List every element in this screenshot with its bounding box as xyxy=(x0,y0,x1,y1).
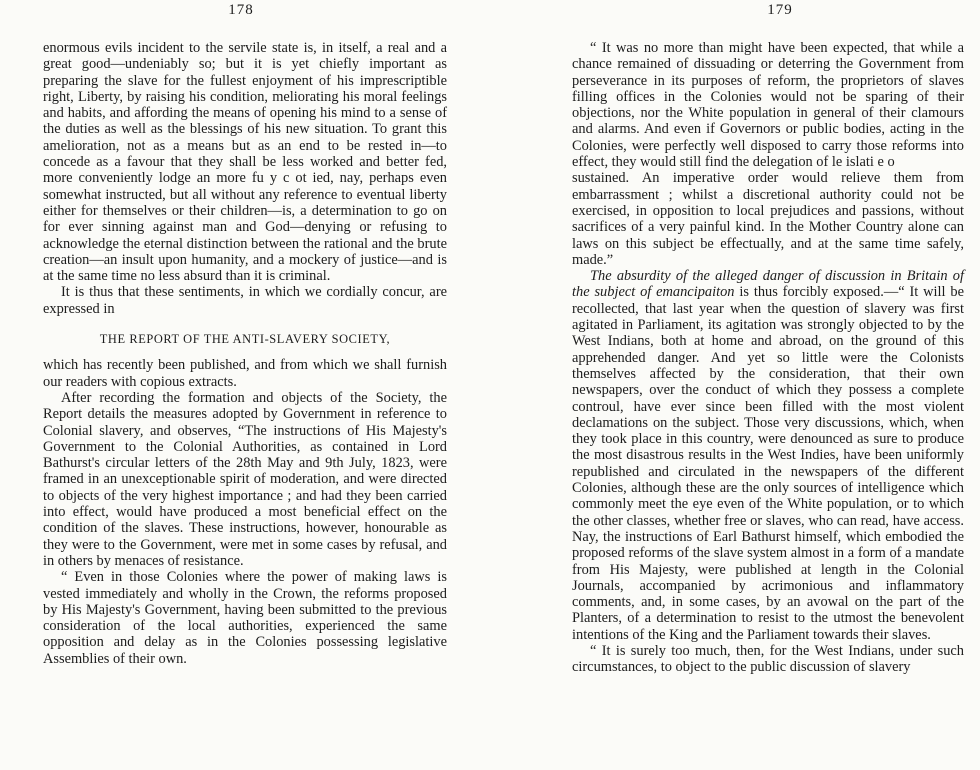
paragraph: sustained. An imperative order would relieve them from embarrassment ; whilst a discretional authority could not be exercised, in opposition to local prejudices and passions, without sacrifices of a very painful kind. In the Mother Country alone can laws on this subject be effectually, and at the same time safely, made.” xyxy=(572,170,964,268)
italic-phrase: The absurdity of the alleged danger of discussion in Britain of the subject of emancipaiton xyxy=(572,268,964,301)
paragraph: “ Even in those Colonies where the power of making laws is vested immediately and wholly in the Crown, the reforms proposed by His Majesty's Government, having been submitted to the previous consideration of the local authorities, experienced the same opposition and delay as in the Colonies possessing legislative Assemblies of their own. xyxy=(43,569,447,667)
paragraph: which has recently been published, and from which we shall furnish our readers with copious extracts. xyxy=(43,357,447,390)
paragraph-rest: is thus forcibly exposed.—“ It will be recollected, that last year when the question of slavery was first agitated in Parliament, its agitation was strongly objected to by the West Indians, both at home and abroad, on the ground of this apprehended danger. And yet so little were the Colonists themselves affected by the consideration, that their own newspapers, over the conduct of which they possess a complete controul, have ever since been filled with the most violent declamations on the subject. Those very discussions, which, when they took place in this country, were denounced as sure to produce the most disastrous results in the West Indies, have been uniformly republished and circulated in the newspapers of the different Colonies, although these are the only sources of intelligence which commonly meet the eye even of the White population, or to which the other classes, whether free or slaves, who can read, have access. Nay, the instructions of Earl Bathurst himself, which embodied the proposed reforms of the slave system almost in a form of a mandate from His Majesty, were published at length in the Colonial Journals, accompanied by acrimonious and inflammatory comments, and, in some cases, by an avowal on the part of the Planters, of a determination to resist to the utmost the benevolent intentions of the King and the Parliament towards their slaves. xyxy=(572,284,964,643)
paragraph: “ It was no more than might have been expected, that while a chance remained of dissuading or deterring the Government from perseverance in its purposes of reform, the proprietors of slaves filling offices in the Colonies would not be sparing of their objections, nor the White population in general of their clamours and alarms. And even if Governors or public bodies, acting in the Colonies, were perfectly well disposed to carry those reforms into effect, they would still find the delegation of le islati e o xyxy=(572,40,964,171)
section-heading: THE REPORT OF THE ANTI-SLAVERY SOCIETY, xyxy=(99,332,391,347)
paragraph: “ It is surely too much, then, for the West Indians, under such circumstances, to object to the public discussion of slavery xyxy=(572,642,964,676)
right-page xyxy=(490,0,980,770)
paragraph: It is thus that these sentiments, in which we cordially concur, are expressed in xyxy=(43,284,447,317)
paragraph: enormous evils incident to the servile state is, in itself, a real and a great good—undeniably so; but it is yet chiefly important as preparing the slave for the fullest enjoyment of his imprescriptible right, Liberty, by raising his condition, meliorating his moral feelings and habits, and affording the means of opening his mind to a sense of the duties as well as the blessings of his new situation. To grant this amelioration, not as a means but as an end to be rested in—to concede as a favour that they shall be less worked and better fed, more conveniently lodge an more fu y c ot ied, nay, perhaps even somewhat instructed, but all without any reference to eventual liberty either for themselves or their children—is, a determination to go on for ever sinning against man and God—denying or refusing to acknowledge the eternal distinction between the rational and the brute creation—an insult upon humanity, and a mockery of justice—and is at the same time no less absurd than it is criminal. xyxy=(43,40,447,285)
right-page-text xyxy=(572,40,964,676)
left-page-text xyxy=(43,40,447,667)
paragraph: After recording the formation and objects of the Society, the Report details the measures adopted by Government in reference to Colonial slavery, and observes, “The instructions of His Majesty's Government to the Colonial Authorities, as contained in Lord Bathurst's circular letters of the 28th May and 9th July, 1823, were framed in an unexceptionable spirit of moderation, and were directed to objects of the very highest importance ; and had they been carried into effect, would have produced a most beneficial effect on the condition of the slaves. These instructions, however, honourable as they were to the Government, were met in some cases by refusal, and in others by menaces of resistance. xyxy=(43,389,447,569)
page-number-right: 179 xyxy=(767,2,793,18)
paragraph xyxy=(572,268,964,643)
page-number-left: 178 xyxy=(228,2,254,18)
